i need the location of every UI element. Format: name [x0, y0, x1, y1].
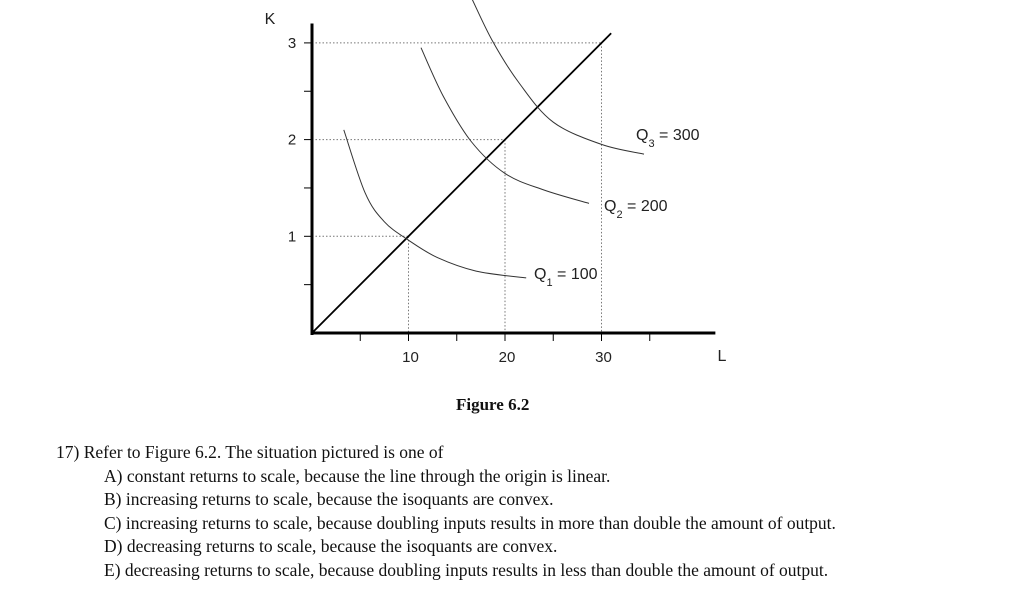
choice-a: A) constant returns to scale, because the line through the origin is linear.: [104, 465, 611, 486]
curve-label-base: Q: [604, 198, 617, 215]
ray-from-origin: [312, 33, 611, 333]
x-tick-label-2: 20: [498, 349, 516, 366]
curve-label-subscript: 1: [546, 277, 553, 289]
y-axis-title: K: [264, 11, 276, 28]
curve-label-value: = 100: [552, 266, 598, 283]
curve-label-q1: [534, 266, 598, 289]
y-tick-label-1: 1: [287, 228, 297, 246]
choice-e: E) decreasing returns to scale, because doubling inputs results in less than double the amount of output.: [104, 559, 829, 580]
x-axis-title: L: [717, 348, 727, 365]
choice-b: B) increasing returns to scale, because the isoquants are convex.: [104, 489, 554, 509]
isoquant-1: [344, 130, 526, 278]
isoquant-2: [421, 48, 589, 204]
curve-label-value: = 200: [622, 198, 668, 215]
question-stem: 17) Refer to Figure 6.2. The situation pictured is one of: [56, 442, 444, 462]
curve-label-q2: [604, 198, 668, 221]
y-tick-label-3: 3: [287, 34, 297, 52]
curve-label-q3: [636, 127, 700, 150]
x-tick-label-1: 10: [402, 349, 419, 366]
curve-label-base: Q: [636, 127, 649, 144]
choice-c: C) increasing returns to scale, because doubling inputs results in more than double the amount of output.: [104, 512, 836, 533]
question-block: [56, 441, 1016, 582]
y-tick-label-2: 2: [287, 131, 297, 149]
curve-label-value: = 300: [654, 127, 700, 144]
curve-label-subscript: 3: [648, 138, 655, 150]
x-tick-label-3: 30: [595, 349, 612, 366]
choice-d: D) decreasing returns to scale, because the isoquants are convex.: [104, 536, 558, 556]
isoquant-3: [472, 0, 644, 154]
figure-caption: Figure 6.2: [456, 395, 530, 414]
curve-label-base: Q: [534, 266, 547, 283]
curve-label-subscript: 2: [616, 209, 623, 221]
